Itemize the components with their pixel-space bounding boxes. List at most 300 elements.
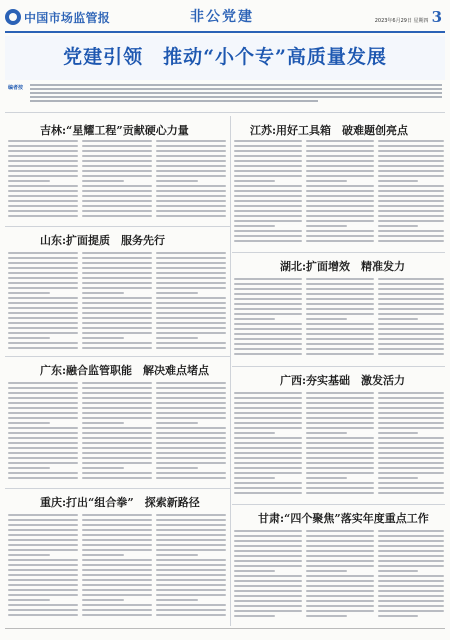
text-line: [82, 287, 152, 289]
text-line: [306, 417, 374, 419]
text-line: [378, 482, 444, 484]
text-line: [378, 605, 444, 607]
text-line: [234, 412, 302, 414]
text-line: [378, 422, 444, 424]
text-line: [378, 328, 444, 330]
text-line: [156, 200, 226, 202]
text-line: [8, 432, 78, 434]
text-line: [82, 272, 152, 274]
text-line: [234, 575, 302, 577]
text-line: [82, 529, 152, 531]
text-line: [306, 457, 374, 459]
article-body-guangxi-col3: [378, 392, 444, 497]
text-line: [156, 417, 226, 419]
text-line: [156, 347, 226, 349]
row-divider: [232, 504, 445, 505]
text-line: [378, 477, 418, 479]
text-line: [378, 555, 444, 557]
text-line: [8, 145, 78, 147]
article-body-shandong-col1: [8, 252, 78, 352]
text-line: [82, 539, 152, 541]
text-line: [8, 604, 78, 606]
text-line: [82, 549, 152, 551]
text-line: [306, 353, 374, 355]
text-line: [234, 452, 302, 454]
article-title-gansu: 甘肃:“四个聚焦”落实年度重点工作: [258, 512, 429, 525]
text-line: [156, 262, 226, 264]
text-line: [8, 407, 78, 409]
text-line: [378, 323, 444, 325]
text-line: [306, 140, 374, 142]
text-line: [306, 477, 347, 479]
text-line: [8, 210, 78, 212]
text-line: [156, 322, 226, 324]
text-line: [234, 278, 302, 280]
article-title-hubei: 湖北:扩面增效 精准发力: [280, 260, 406, 273]
text-line: [306, 323, 374, 325]
text-line: [8, 544, 78, 546]
text-line: [306, 333, 374, 335]
text-line: [378, 150, 444, 152]
text-line: [8, 195, 78, 197]
text-line: [156, 442, 226, 444]
text-line: [306, 155, 374, 157]
text-line: [234, 298, 302, 300]
text-line: [234, 180, 275, 182]
text-line: [156, 599, 198, 601]
text-line: [378, 348, 444, 350]
text-line: [306, 432, 347, 434]
text-line: [8, 564, 78, 566]
text-line: [8, 337, 50, 339]
text-line: [234, 353, 302, 355]
text-line: [234, 472, 302, 474]
text-line: [306, 185, 374, 187]
text-line: [82, 170, 152, 172]
text-line: [82, 604, 152, 606]
text-line: [378, 185, 444, 187]
text-line: [156, 175, 226, 177]
text-line: [82, 514, 152, 516]
page-info: [375, 8, 442, 26]
text-line: [234, 323, 302, 325]
text-line: [156, 544, 226, 546]
text-line: [306, 230, 374, 232]
text-line: [8, 205, 78, 207]
header-rule: [5, 31, 445, 33]
text-line: [306, 150, 374, 152]
text-line: [82, 165, 152, 167]
text-line: [378, 590, 444, 592]
text-line: [234, 328, 302, 330]
page-number: 3: [431, 8, 442, 26]
article-body-guangdong-col2: [82, 382, 152, 482]
text-line: [378, 412, 444, 414]
text-line: [82, 569, 152, 571]
text-line: [82, 614, 152, 616]
row-divider: [5, 488, 230, 489]
text-line: [82, 559, 152, 561]
text-line: [306, 180, 347, 182]
text-line: [234, 145, 302, 147]
text-line: [306, 205, 374, 207]
text-line: [156, 252, 226, 254]
text-line: [306, 225, 347, 227]
text-line: [378, 545, 444, 547]
text-line: [82, 477, 152, 479]
text-line: [234, 402, 302, 404]
text-line: [82, 519, 152, 521]
text-line: [306, 422, 374, 424]
text-line: [234, 185, 302, 187]
text-line: [156, 185, 226, 187]
text-line: [156, 539, 226, 541]
text-line: [234, 615, 275, 617]
text-line: [306, 165, 374, 167]
text-line: [378, 318, 418, 320]
text-line: [378, 333, 444, 335]
text-line: [82, 195, 152, 197]
text-line: [8, 589, 78, 591]
text-line: [156, 467, 198, 469]
text-line: [8, 534, 78, 536]
text-line: [8, 402, 78, 404]
text-line: [156, 387, 226, 389]
column-divider: [230, 356, 231, 488]
text-line: [306, 210, 374, 212]
text-line: [156, 609, 226, 611]
banner: [5, 36, 445, 80]
text-line: [8, 427, 78, 429]
text-line: [82, 397, 152, 399]
text-line: [234, 610, 302, 612]
text-line: [8, 519, 78, 521]
text-line: [156, 549, 226, 551]
text-line: [378, 165, 444, 167]
text-line: [378, 397, 444, 399]
article-body-shandong-col2: [82, 252, 152, 352]
text-line: [82, 382, 152, 384]
text-line: [8, 267, 78, 269]
text-line: [234, 200, 302, 202]
text-line: [306, 160, 374, 162]
page-footer: [5, 628, 445, 638]
text-line: [306, 610, 374, 612]
text-line: [8, 417, 78, 419]
text-line: [234, 220, 302, 222]
text-line: [378, 540, 444, 542]
text-line: [82, 584, 152, 586]
newspaper-logo: [5, 9, 110, 26]
text-line: [156, 302, 226, 304]
text-line: [378, 570, 418, 572]
text-line: [378, 145, 444, 147]
text-line: [234, 555, 302, 557]
text-line: [378, 535, 444, 537]
text-line: [82, 307, 152, 309]
article-body-chongqing-col2: [82, 514, 152, 619]
text-line: [156, 180, 198, 182]
text-line: [378, 160, 444, 162]
text-line: [306, 298, 374, 300]
article-title-chongqing: 重庆:打出“组合拳” 探索新路径: [40, 496, 200, 509]
text-line: [156, 155, 226, 157]
text-line: [234, 442, 302, 444]
text-line: [378, 457, 444, 459]
text-line: [82, 342, 152, 344]
text-line: [156, 210, 226, 212]
text-line: [378, 447, 444, 449]
text-line: [156, 297, 226, 299]
text-line: [306, 452, 374, 454]
text-line: [8, 302, 78, 304]
text-line: [8, 594, 78, 596]
text-line: [8, 614, 78, 616]
text-line: [306, 170, 374, 172]
text-line: [306, 313, 374, 315]
text-line: [306, 580, 374, 582]
text-line: [378, 230, 444, 232]
text-line: [8, 387, 78, 389]
text-line: [82, 277, 152, 279]
text-line: [234, 140, 302, 142]
text-line: [82, 252, 152, 254]
text-line: [156, 604, 226, 606]
text-line: [234, 348, 302, 350]
article-body-hubei-col3: [378, 278, 444, 358]
text-line: [234, 477, 275, 479]
text-line: [8, 569, 78, 571]
text-line: [156, 559, 226, 561]
text-line: [306, 570, 347, 572]
text-line: [234, 595, 302, 597]
text-line: [378, 338, 444, 340]
text-line: [306, 200, 374, 202]
article-body-hubei-col1: [234, 278, 302, 358]
text-line: [82, 190, 152, 192]
text-line: [8, 155, 78, 157]
text-line: [156, 195, 226, 197]
text-line: [8, 412, 78, 414]
text-line: [82, 564, 152, 566]
text-line: [378, 225, 418, 227]
text-line: [82, 437, 152, 439]
text-line: [306, 615, 347, 617]
text-line: [378, 437, 444, 439]
issue-date: 2023年6月29日 星期四: [374, 18, 429, 24]
text-line: [378, 293, 444, 295]
text-line: [8, 292, 50, 294]
text-line: [234, 545, 302, 547]
text-line: [8, 382, 78, 384]
text-line: [306, 575, 374, 577]
text-line: [8, 200, 78, 202]
text-line: [234, 417, 302, 419]
text-line: [234, 155, 302, 157]
text-line: [378, 417, 444, 419]
text-line: [234, 230, 302, 232]
text-line: [156, 190, 226, 192]
text-line: [156, 534, 226, 536]
text-line: [378, 215, 444, 217]
text-line: [378, 240, 444, 242]
article-body-jiangsu-col2: [306, 140, 374, 245]
text-line: [234, 482, 302, 484]
text-line: [82, 402, 152, 404]
text-line: [306, 555, 374, 557]
text-line: [8, 472, 78, 474]
text-line: [156, 257, 226, 259]
text-line: [156, 462, 226, 464]
text-line: [378, 343, 444, 345]
text-line: [82, 412, 152, 414]
text-line: [82, 407, 152, 409]
text-line: [306, 590, 374, 592]
text-line: [82, 427, 152, 429]
text-line: [82, 282, 152, 284]
row-divider: [232, 252, 445, 253]
text-line: [378, 550, 444, 552]
article-title-guangxi: 广西:夯实基础 激发活力: [280, 374, 406, 387]
text-line: [306, 145, 374, 147]
article-title-guangdong: 广东:融合监管职能 解决难点堵点: [40, 364, 210, 377]
text-line: [306, 175, 374, 177]
text-line: [378, 610, 444, 612]
text-line: [234, 487, 302, 489]
text-line: [156, 447, 226, 449]
editor-note: [8, 84, 442, 110]
text-line: [234, 565, 302, 567]
text-line: [234, 530, 302, 532]
text-line: [378, 195, 444, 197]
column-divider: [230, 116, 231, 226]
text-line: [306, 283, 374, 285]
text-line: [234, 165, 302, 167]
text-line: [306, 437, 374, 439]
text-line: [8, 447, 78, 449]
text-line: [156, 614, 226, 616]
text-line: [156, 422, 198, 424]
text-line: [82, 534, 152, 536]
text-line: [82, 422, 124, 424]
text-line: [82, 337, 124, 339]
text-line: [378, 210, 444, 212]
text-line: [156, 382, 226, 384]
text-line: [82, 432, 152, 434]
article-body-jiangsu-col3: [378, 140, 444, 245]
text-line: [378, 180, 418, 182]
text-line: [306, 427, 374, 429]
text-line: [156, 564, 226, 566]
text-line: [378, 442, 444, 444]
text-line: [234, 338, 302, 340]
text-line: [8, 277, 78, 279]
article-body-chongqing-col1: [8, 514, 78, 619]
text-line: [156, 307, 226, 309]
text-line: [306, 328, 374, 330]
text-line: [378, 472, 444, 474]
text-line: [8, 347, 78, 349]
article-body-guangxi-col1: [234, 392, 302, 497]
text-line: [234, 585, 302, 587]
text-line: [156, 554, 198, 556]
text-line: [8, 422, 50, 424]
article-body-jilin-col1: [8, 140, 78, 220]
text-line: [82, 160, 152, 162]
text-line: [8, 297, 78, 299]
text-line: [156, 287, 226, 289]
text-line: [82, 322, 152, 324]
text-line: [378, 220, 444, 222]
text-line: [306, 467, 374, 469]
text-line: [306, 487, 374, 489]
text-line: [234, 293, 302, 295]
text-line: [378, 235, 444, 237]
text-line: [82, 579, 152, 581]
text-line: [156, 267, 226, 269]
row-divider: [5, 226, 230, 227]
text-line: [82, 327, 152, 329]
text-line: [378, 467, 444, 469]
text-line: [234, 600, 302, 602]
article-body-jiangsu-col1: [234, 140, 302, 245]
text-line: [8, 457, 78, 459]
text-line: [82, 210, 152, 212]
text-line: [306, 412, 374, 414]
text-line: [306, 447, 374, 449]
text-line: [82, 257, 152, 259]
text-line: [156, 589, 226, 591]
text-line: [306, 318, 347, 320]
text-line: [8, 539, 78, 541]
text-line: [82, 574, 152, 576]
text-line: [306, 407, 374, 409]
text-line: [82, 145, 152, 147]
text-line: [8, 477, 78, 479]
text-line: [378, 600, 444, 602]
text-line: [234, 457, 302, 459]
text-line: [378, 595, 444, 597]
text-line: [156, 524, 226, 526]
text-line: [306, 535, 374, 537]
article-body-guangdong-col3: [156, 382, 226, 482]
text-line: [8, 170, 78, 172]
text-line: [306, 392, 374, 394]
text-line: [306, 530, 374, 532]
text-line: [8, 524, 78, 526]
text-line: [378, 278, 444, 280]
text-line: [378, 155, 444, 157]
text-line: [156, 402, 226, 404]
text-line: [378, 313, 444, 315]
text-line: [8, 584, 78, 586]
text-line: [306, 605, 374, 607]
text-line: [234, 235, 302, 237]
text-line: [82, 467, 124, 469]
text-line: [156, 569, 226, 571]
text-line: [234, 437, 302, 439]
text-line: [8, 397, 78, 399]
text-line: [156, 392, 226, 394]
text-line: [378, 170, 444, 172]
text-line: [306, 338, 374, 340]
article-body-hubei-col2: [306, 278, 374, 358]
text-line: [156, 332, 226, 334]
text-line: [234, 303, 302, 305]
text-line: [8, 529, 78, 531]
text-line: [234, 397, 302, 399]
text-line: [234, 580, 302, 582]
